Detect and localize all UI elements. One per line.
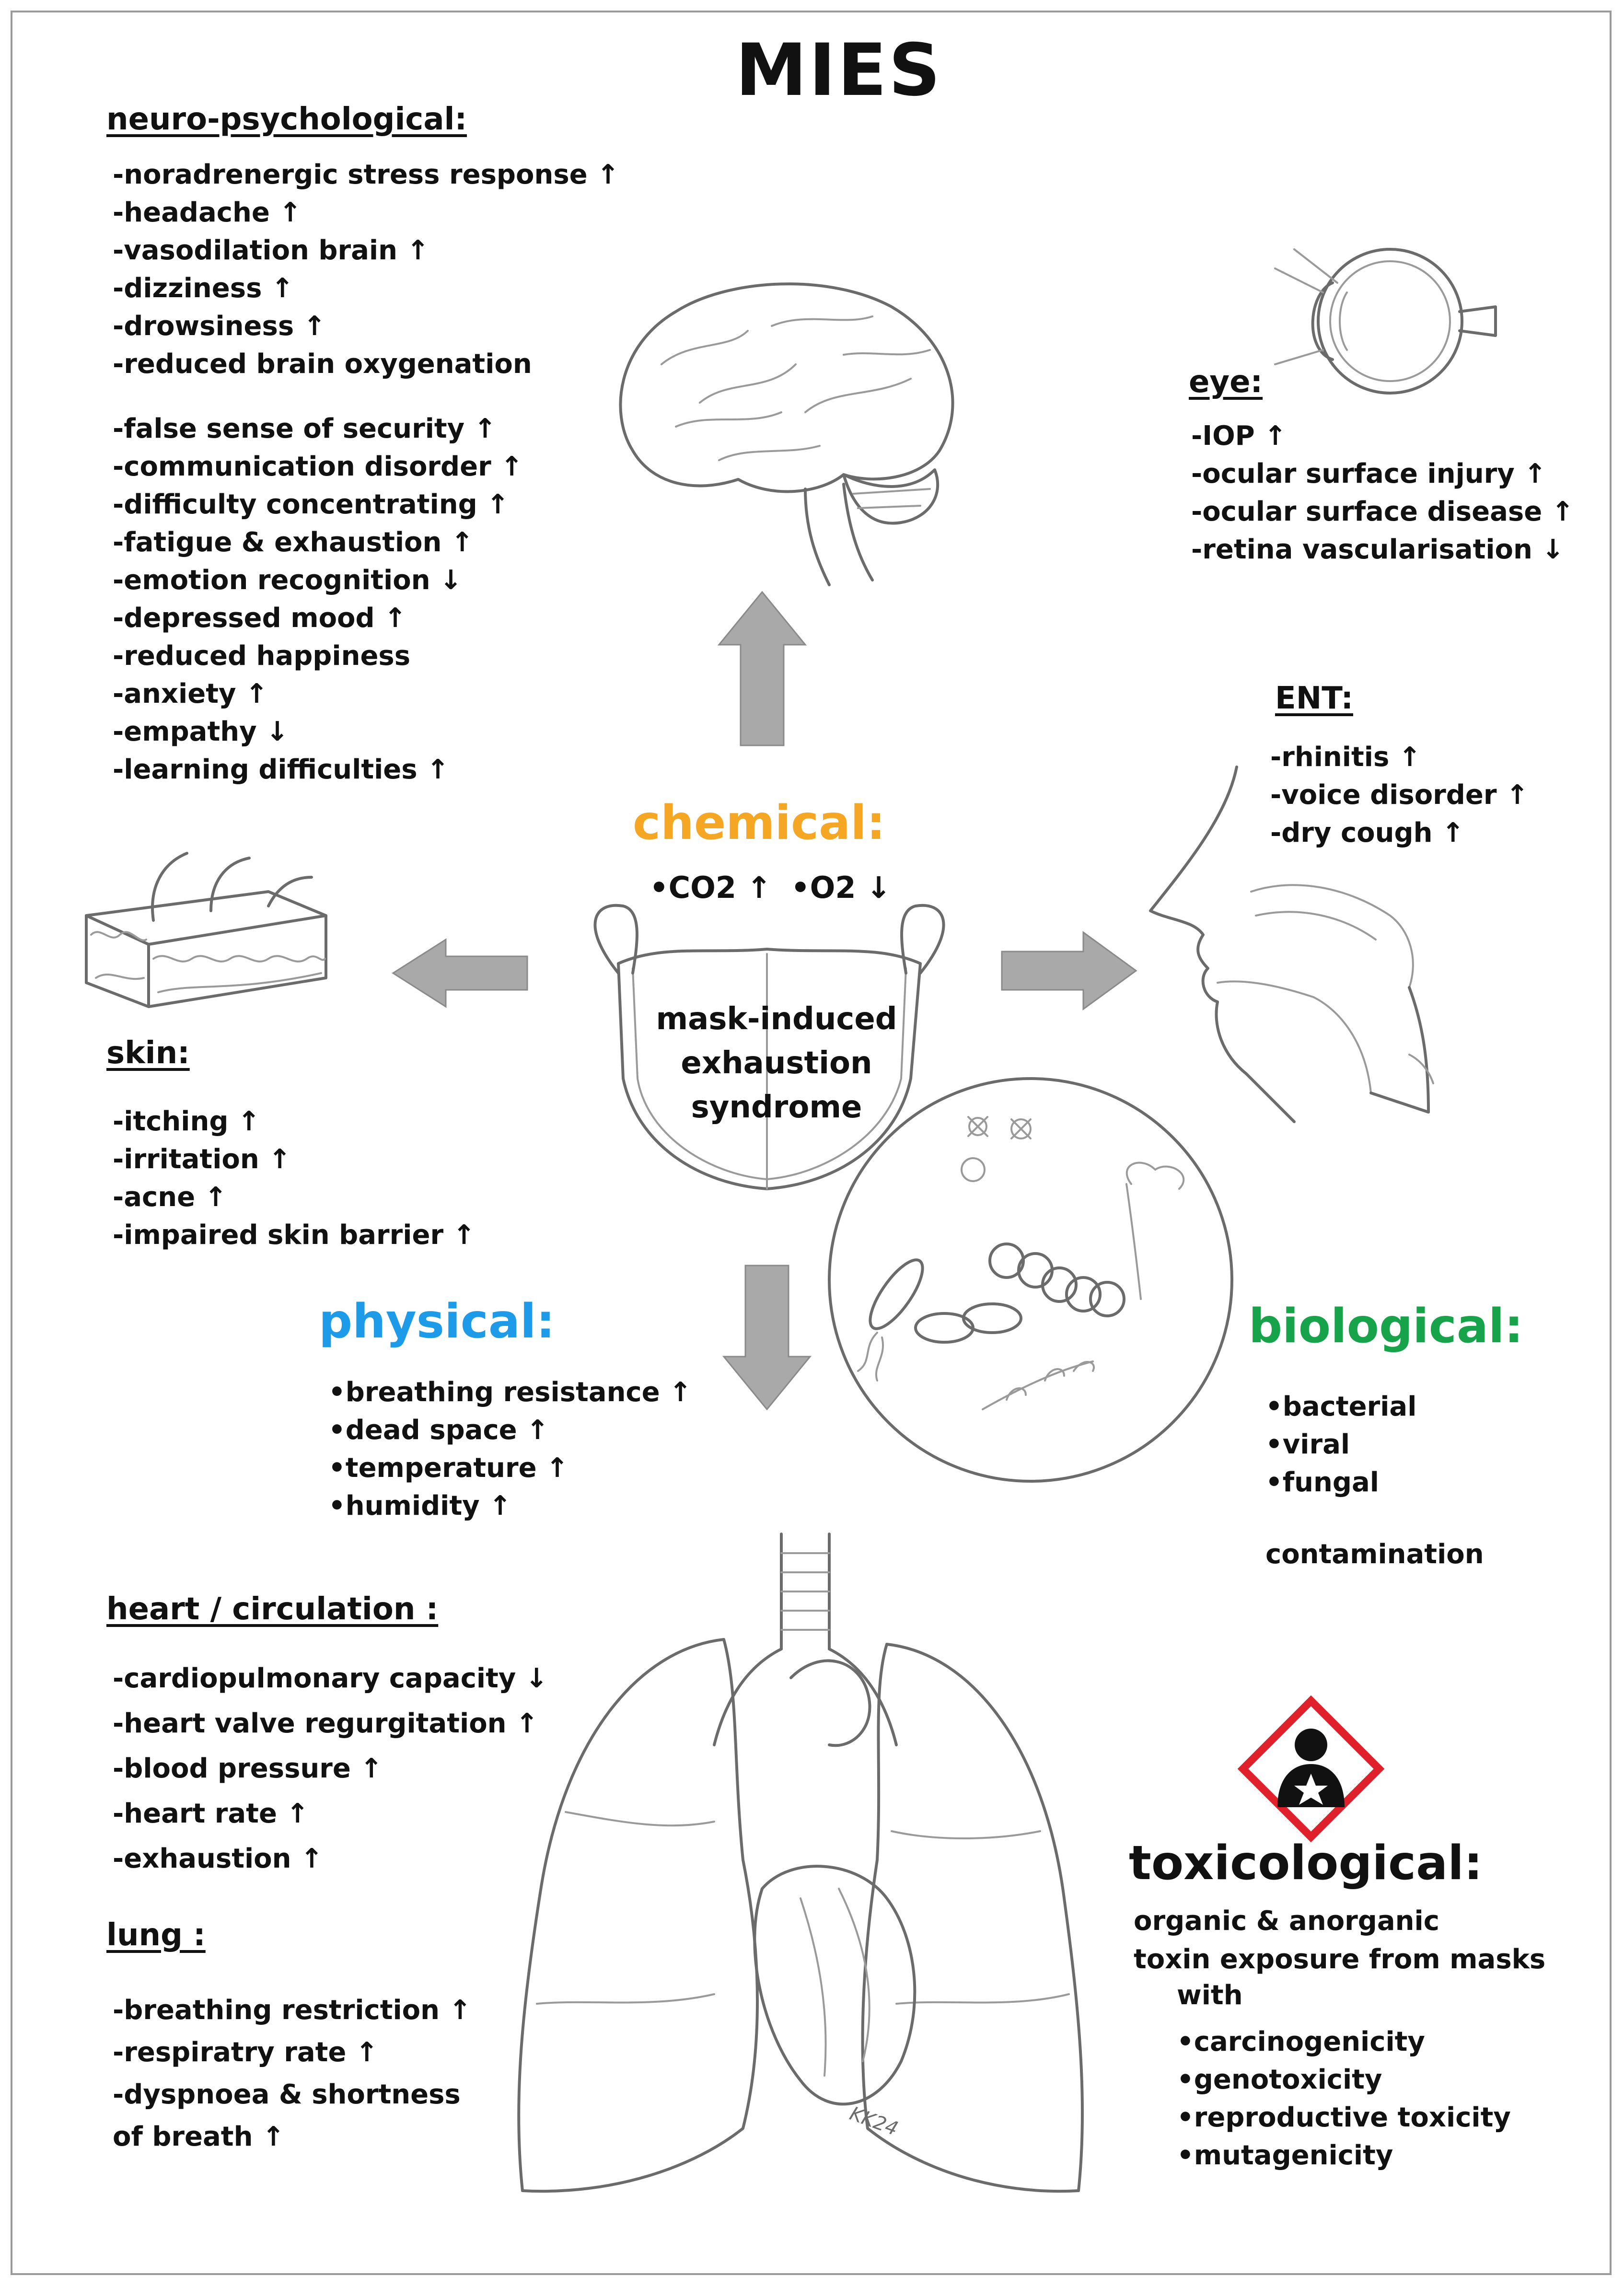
heart-list [113, 1656, 548, 1882]
list-item: •humidity ↑ [328, 1490, 512, 1521]
list-item: •viral [1265, 1429, 1350, 1460]
arrow-down [719, 1261, 815, 1414]
list-item: -rhinitis ↑ [1270, 742, 1421, 773]
lung-list [113, 1989, 471, 2158]
list-item: -voice disorder ↑ [1270, 779, 1529, 811]
tox-line-3: with [1177, 1980, 1243, 2011]
list-item: -breathing restriction ↑ [113, 1995, 472, 2026]
mask-caption-line-1: mask-induced [656, 1001, 897, 1037]
list-item: -exhaustion ↑ [113, 1843, 323, 1874]
list-item: -learning difficulties ↑ [113, 754, 450, 785]
physical-list [328, 1373, 692, 1525]
list-item: -depressed mood ↑ [113, 603, 407, 634]
health-hazard-icon [1239, 1697, 1383, 1841]
mask-caption-line-2: exhaustion [681, 1045, 872, 1081]
list-item: -ocular surface disease ↑ [1191, 496, 1574, 527]
arrow-left [388, 935, 532, 1011]
skin-drawing [67, 848, 336, 1011]
list-item: -irritation ↑ [113, 1144, 291, 1175]
list-item: -cardiopulmonary capacity ↓ [113, 1663, 548, 1694]
list-item: -headache ↑ [113, 197, 302, 228]
list-item: •carcinogenicity [1177, 2026, 1425, 2057]
tox-line-2: toxin exposure from masks [1134, 1944, 1546, 1975]
contamination-label: contamination [1265, 1539, 1484, 1570]
list-item: -fatigue & exhaustion ↑ [113, 527, 474, 558]
nose-throat-drawing [1141, 757, 1467, 1122]
list-item: -respiratry rate ↑ [113, 2037, 378, 2068]
list-item: •breathing resistance ↑ [328, 1377, 692, 1408]
list-item: •bacterial [1265, 1391, 1417, 1422]
biological-label: biological: [1249, 1299, 1523, 1354]
list-item: •reproductive toxicity [1177, 2102, 1511, 2133]
lungs-heart-drawing [494, 1524, 1107, 2200]
list-item: -dry cough ↑ [1270, 817, 1464, 848]
list-item: of breath ↑ [113, 2121, 285, 2152]
list-item: -heart rate ↑ [113, 1798, 309, 1829]
neuro-heading: neuro-psychological: [106, 102, 467, 137]
list-item: -IOP ↑ [1191, 420, 1287, 452]
list-item: •genotoxicity [1177, 2064, 1382, 2095]
list-item: -retina vascularisation ↓ [1191, 534, 1565, 565]
skin-heading: skin: [106, 1035, 190, 1071]
list-item: -blood pressure ↑ [113, 1753, 383, 1784]
list-item: -ocular surface injury ↑ [1191, 458, 1547, 489]
heart-heading: heart / circulation : [106, 1591, 439, 1627]
list-item: -drowsiness ↑ [113, 311, 326, 342]
list-item: -dyspnoea & shortness [113, 2079, 461, 2110]
list-item: -difficulty concentrating ↑ [113, 489, 510, 520]
biological-list [1265, 1388, 1416, 1501]
toxicological-list [1177, 2023, 1511, 2174]
list-item: -empathy ↓ [113, 716, 289, 747]
list-item: -noradrenergic stress response ↑ [113, 159, 620, 190]
tox-line-1: organic & anorganic [1134, 1905, 1439, 1937]
brain-drawing [604, 268, 968, 594]
list-item: -false sense of security ↑ [113, 413, 497, 444]
co2-value: •CO2 ↑ [650, 870, 772, 905]
eye-heading: eye: [1189, 364, 1263, 400]
list-item: -acne ↑ [113, 1182, 227, 1213]
list-item: -impaired skin barrier ↑ [113, 1219, 476, 1251]
list-item: -heart valve regurgitation ↑ [113, 1708, 538, 1739]
physical-label: physical: [319, 1294, 555, 1349]
arrow-right [997, 928, 1141, 1014]
mask-caption-line-3: syndrome [691, 1090, 862, 1125]
list-item: -anxiety ↑ [113, 678, 268, 709]
list-item: -reduced happiness [113, 640, 411, 672]
skin-list [113, 1103, 476, 1254]
list-item: •mutagenicity [1177, 2140, 1393, 2171]
list-item: -dizziness ↑ [113, 273, 294, 304]
eye-drawing [1265, 240, 1515, 398]
list-item: -reduced brain oxygenation [113, 348, 532, 380]
list-item: -itching ↑ [113, 1106, 260, 1137]
toxicological-label: toxicological: [1129, 1836, 1483, 1891]
list-item: -communication disorder ↑ [113, 451, 523, 482]
eye-list [1191, 417, 1574, 569]
list-item: -vasodilation brain ↑ [113, 235, 429, 266]
neuro-list-a [113, 156, 619, 383]
o2-value: •O2 ↓ [791, 870, 892, 905]
chemical-label: chemical: [633, 796, 886, 850]
list-item: •fungal [1265, 1467, 1379, 1498]
arrow-up [714, 587, 810, 750]
list-item: •temperature ↑ [328, 1452, 569, 1484]
signature: KK24 [847, 2102, 901, 2140]
page-title: MIES [735, 29, 942, 112]
microbe-circle-drawing [824, 1074, 1237, 1486]
neuro-list-b [113, 410, 523, 789]
list-item: •dead space ↑ [328, 1415, 549, 1446]
lung-heading: lung : [106, 1917, 206, 1953]
ent-heading: ENT: [1275, 681, 1354, 716]
list-item: -emotion recognition ↓ [113, 565, 462, 596]
